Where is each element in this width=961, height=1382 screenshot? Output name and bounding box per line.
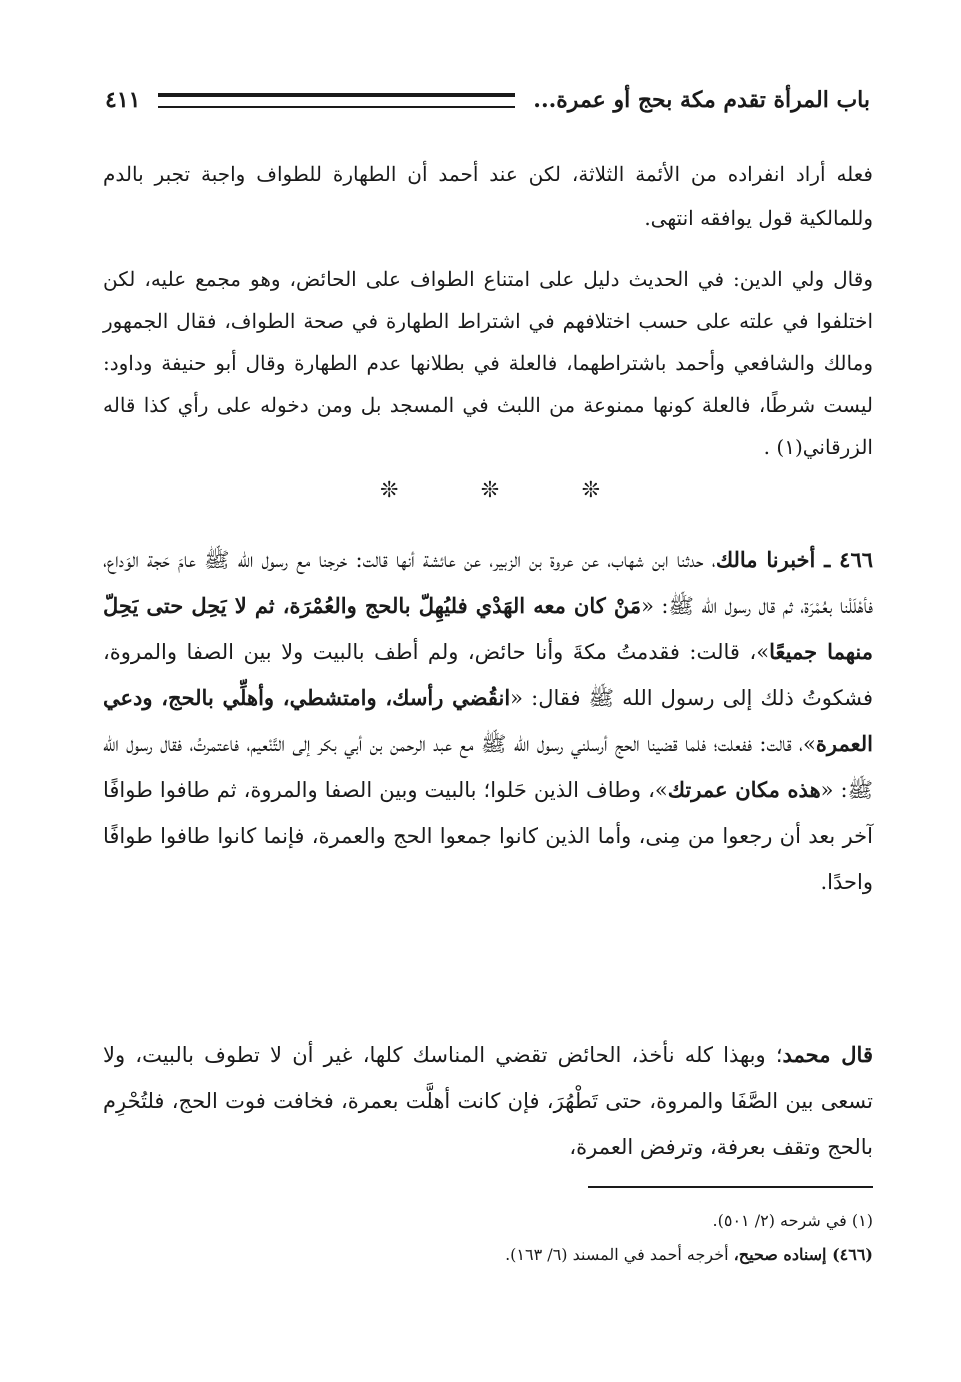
separator-star-icon: ❊ (380, 478, 399, 503)
header-rule (158, 93, 515, 108)
footnote-466 (103, 1238, 873, 1272)
hadith-quote: انقُضي رأسك، وامتشطي، وأهلِّي بالحج، ودعي العمرة (103, 685, 873, 756)
hadith-quote: هذه مكان عمرتك (667, 777, 821, 802)
hadith-466 (103, 537, 873, 905)
footnotes (103, 1204, 873, 1272)
section-separator (380, 478, 600, 503)
hadith-number-label: ٤٦٦ ـ أخبرنا مالك (715, 547, 874, 572)
footnote-466-text: أخرجه أحمد في المسند (٦/ ١٦٣). (505, 1245, 734, 1264)
page-number: ٤١١ (105, 87, 141, 113)
commentary-text: ؛ وبهذا كله نأخذ، الحائض تقضي المناسك كلها، غير أن لا تطوف بالبيت، ولا تسعى بين الصَّفَا والمروة، حتى تَطْهُرَ، فإن كانت أهلَّت بعمرة، فخافت فوت الحج، فلتُحْرِم بالحج وتقف بعرفة، وترفض العمرة، (103, 1043, 873, 1159)
hadith-text: ، حدثنا ابن شهاب، عن عروة بن الزبير، عن عائشة أنها قالت: خرجنا مع رسول الله ﷺ عامَ حَجة الوَداع، فأهْلَلْنا بعُمْرَة، ثم قال رسول الله ﷺ: « (103, 548, 873, 618)
commentary-paragraph (103, 1032, 873, 1170)
page-header (105, 82, 870, 118)
separator-star-icon: ❊ (480, 478, 500, 503)
hadith-text: »، قالت: فقدمتُ مكةَ وأنا حائض، ولم أطف بالبيت ولا بين الصفا والمروة، فشكوتُ ذلك إلى رسول الله ﷺ فقال: « (103, 640, 874, 710)
chapter-title: باب المرأة تقدم مكة بحج أو عمرة... (533, 87, 870, 113)
separator-star-icon: ❊ (581, 478, 600, 503)
commentary-label: قال محمد (782, 1042, 873, 1067)
hadith-quote: مَنْ كان معه الهَدْي فليُهِلّ بالحج والعُمْرَة، ثم لا يَحِل حتى يَحِلّ منهما جميعًا (103, 593, 873, 664)
footnote-rule (588, 1186, 873, 1188)
footnote-1: (١) في شرحه (٢/ ٥٠١). (712, 1211, 873, 1230)
hadith-text: »، قالت: ففعلت؛ فلما قضينا الحج أرسلني رسول الله ﷺ مع عبد الرحمن بن أبي بكر إلى التَّنْعيم، فاعتمرتُ، فقال رسول الله ﷺ: « (103, 732, 873, 802)
paragraph-1: فعله أراد انفراده من الأئمة الثلاثة، لكن عند أحمد أن الطهارة للطواف واجبة تجبر بالدم وللمالكية قول يوافقه انتهى. (103, 162, 873, 230)
footnote-466-label: (٤٦٦) إسناده صحيح، (733, 1245, 873, 1264)
paragraph-2: وقال ولي الدين: في الحديث دليل على امتناع الطواف على الحائض، وهو مجمع عليه، لكن اختلفوا في علته على حسب اختلافهم في اشتراط الطهارة في صحة الطواف، فقال الجمهور ومالك والشافعي وأحمد باشتراطهما، فالعلة في بطلانها عدم الطهارة وقال أبو حنيفة وداود: ليست شرطًا، فالعلة كونها ممنوعة من اللبث في المسجد بل ومن دخوله على رأي كذا قاله الزرقاني(١) . (103, 267, 873, 459)
hadith-text: »، وطاف الذين حَلوا؛ بالبيت وبين الصفا والمروة، ثم طافوا طوافًا آخر بعد أن رجعوا من مِنى، وأما الذين كانوا جمعوا الحج والعمرة، فإنما كانوا طافوا طوافًا واحدًا. (103, 778, 873, 894)
